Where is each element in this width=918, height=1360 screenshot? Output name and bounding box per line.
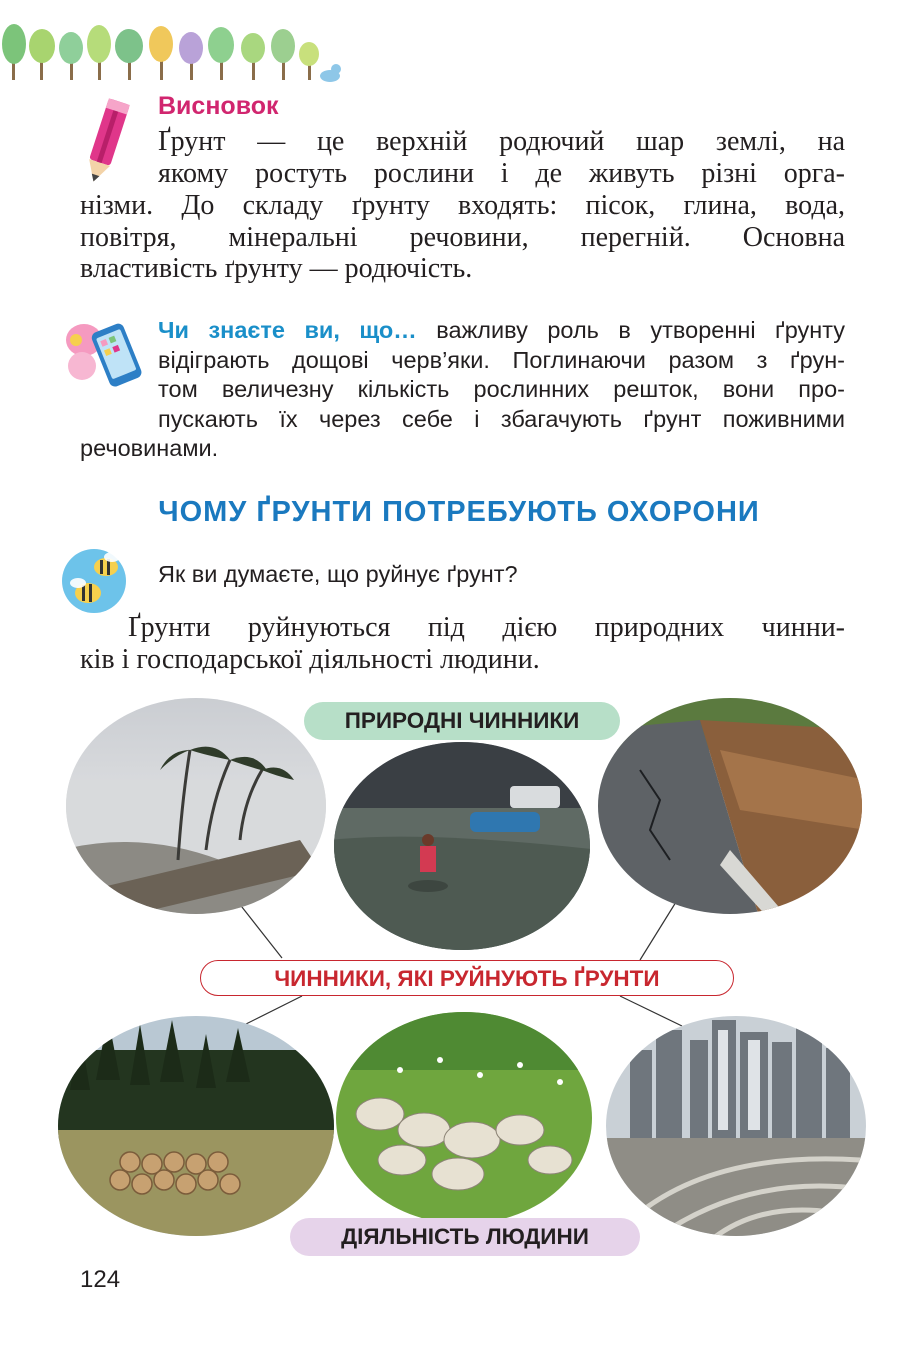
did-you-know-paragraph bbox=[80, 316, 845, 464]
conclusion-line-4: повітря, мінеральні речовини, перегній. Основна bbox=[80, 221, 845, 253]
pencil-icon bbox=[80, 94, 136, 186]
natural-factors-label: ПРИРОДНІ ЧИННИКИ bbox=[304, 702, 620, 740]
flood-photo bbox=[330, 740, 600, 960]
grazing-sheep-photo bbox=[330, 1010, 600, 1230]
did-you-know-line-4: пускають їх через себе і збагачують ґрунт поживними bbox=[158, 405, 845, 432]
conclusion-line-2: якому ростуть рослини і де живуть різні орга- bbox=[158, 158, 845, 189]
section-title: ЧОМУ ҐРУНТИ ПОТРЕБУЮТЬ ОХОРОНИ bbox=[158, 496, 760, 528]
conclusion-line-3: нізми. До складу ґрунту входять: пісок, глина, вода, bbox=[80, 190, 845, 221]
conclusion-heading: Висновок bbox=[158, 92, 279, 120]
page-number: 124 bbox=[80, 1266, 121, 1293]
did-you-know-line-2: відіграють дощові черв’яки. Поглинаючи разом з ґрун- bbox=[158, 346, 845, 373]
conclusion-paragraph bbox=[80, 190, 845, 285]
did-you-know-line-1: важливу роль в утворенні ґрунту bbox=[436, 317, 846, 343]
conclusion-line-5: властивість ґрунту — родючість. bbox=[80, 253, 473, 284]
human-activity-label: ДІЯЛЬНІСТЬ ЛЮДИНИ bbox=[290, 1218, 640, 1256]
question-text: Як ви думаєте, що руйнує ґрунт? bbox=[158, 561, 518, 587]
did-you-know-line-3: том величезну кількість рослинних решток, вони про- bbox=[158, 376, 845, 402]
bees-icon bbox=[60, 543, 142, 615]
deforestation-photo bbox=[56, 1010, 336, 1250]
destruction-paragraph bbox=[80, 612, 845, 675]
landslide-photo bbox=[596, 690, 866, 920]
soil-destruction-diagram bbox=[0, 690, 918, 1270]
soil-destroying-factors-label: ЧИННИКИ, ЯКІ РУЙНУЮТЬ ҐРУНТИ bbox=[200, 960, 734, 996]
destruction-line-2: ків і господарської діяльності людини. bbox=[80, 643, 540, 675]
did-you-know-heading: Чи знаєте ви, що… bbox=[158, 317, 417, 343]
did-you-know-line-5: речовинами. bbox=[80, 435, 219, 461]
destruction-line-1: Ґрунти руйнуються під дією природних чинни- bbox=[128, 612, 845, 643]
trees-decoration bbox=[0, 20, 350, 82]
city-highways-photo bbox=[600, 1010, 872, 1250]
conclusion-line-1: Ґрунт — це верхній родючий шар землі, на bbox=[158, 126, 845, 157]
storm-photo bbox=[60, 690, 340, 920]
